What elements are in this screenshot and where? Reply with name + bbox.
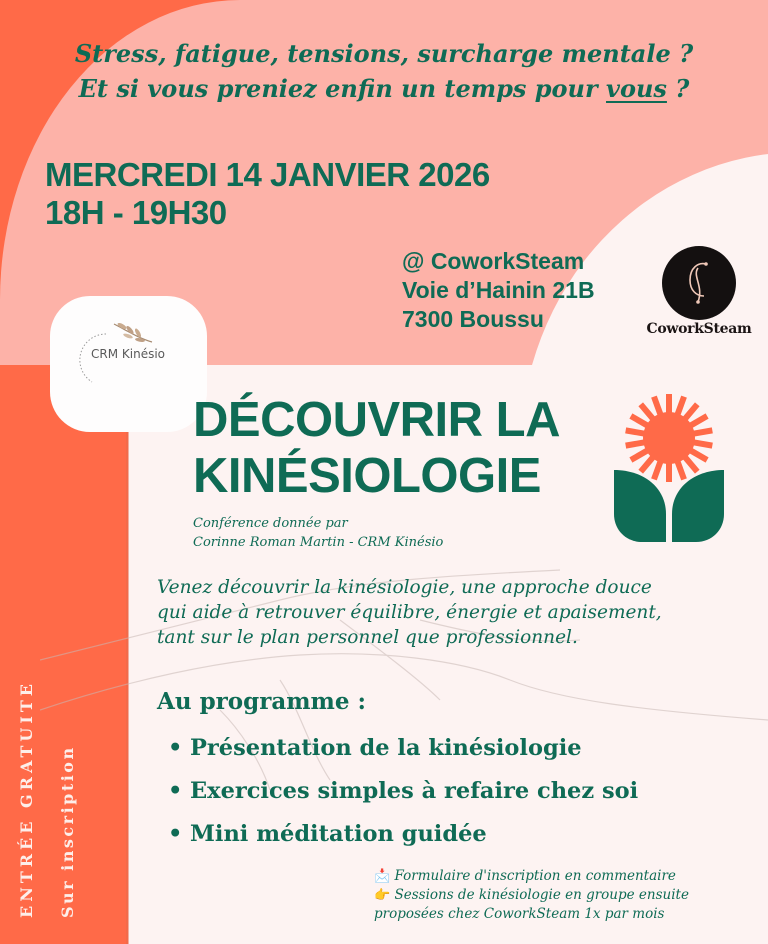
main-title-line-1: DÉCOUVRIR LA	[193, 393, 560, 447]
event-time: 18H - 19H30	[45, 194, 227, 231]
tagline	[0, 36, 768, 106]
intro-line-3: tant sur le plan personnel que professionnel.	[157, 627, 578, 648]
program-list	[168, 730, 638, 859]
strip-divider	[126, 365, 129, 944]
bullet-icon: •	[168, 821, 183, 847]
speaker-line-2: Corinne Roman Martin - CRM Kinésio	[193, 535, 444, 550]
speaker-line-1: Conférence donnée par	[193, 516, 348, 531]
coworksteam-logo	[662, 246, 736, 320]
coworksteam-logo-label: CoworkSteam	[646, 321, 752, 337]
program-item: • Mini méditation guidée	[168, 816, 638, 859]
program-item: • Présentation de la kinésiologie	[168, 730, 638, 773]
venue-city: 7300 Boussu	[402, 306, 544, 332]
coworksteam-monogram-icon	[662, 246, 736, 320]
registration-notes	[374, 867, 689, 924]
tagline-line-2: Et si vous preniez enfin un temps pour vous ?	[78, 74, 690, 103]
olive-branch-icon	[110, 320, 154, 346]
intro-line-2: qui aide à retrouver équilibre, énergie et apaisement,	[157, 602, 662, 623]
event-datetime	[45, 156, 490, 232]
program-item: • Exercices simples à refaire chez soi	[168, 773, 638, 816]
venue-name: @ CoworkSteam	[402, 248, 585, 274]
venue-street: Voie d’Hainin 21B	[402, 277, 595, 303]
venue-address	[402, 247, 595, 334]
bullet-icon: •	[168, 735, 183, 761]
sun-flower-icon	[612, 392, 724, 542]
main-title-line-2: KINÉSIOLOGIE	[193, 449, 541, 503]
intro-line-1: Venez découvrir la kinésiologie, une approche douce	[157, 577, 652, 598]
bullet-icon: •	[168, 778, 183, 804]
crm-kinesio-logo-card	[50, 296, 207, 432]
main-title	[193, 392, 560, 504]
free-entry-label: ENTRÉE GRATUITE	[17, 680, 36, 918]
program-title: Au programme :	[157, 688, 367, 715]
registration-required-label: Sur inscription	[58, 745, 77, 918]
event-date: MERCREDI 14 JANVIER 2026	[45, 156, 490, 193]
note-group-sessions-cont: proposées chez CoworkSteam 1x par mois	[374, 906, 665, 922]
pointing-hand-icon: 👉	[374, 888, 391, 903]
envelope-icon: 📩	[374, 869, 391, 884]
crm-kinesio-label: CRM Kinésio	[91, 347, 166, 361]
speaker-info	[193, 514, 443, 552]
tagline-line-1: Stress, fatigue, tensions, surcharge mentale ?	[74, 39, 694, 68]
intro-paragraph	[157, 575, 757, 650]
note-registration-form: 📩 Formulaire d'inscription en commentaire	[374, 868, 676, 884]
emphasis-vous: vous	[606, 74, 667, 103]
note-group-sessions: 👉 Sessions de kinésiologie en groupe ensuite	[374, 887, 689, 903]
